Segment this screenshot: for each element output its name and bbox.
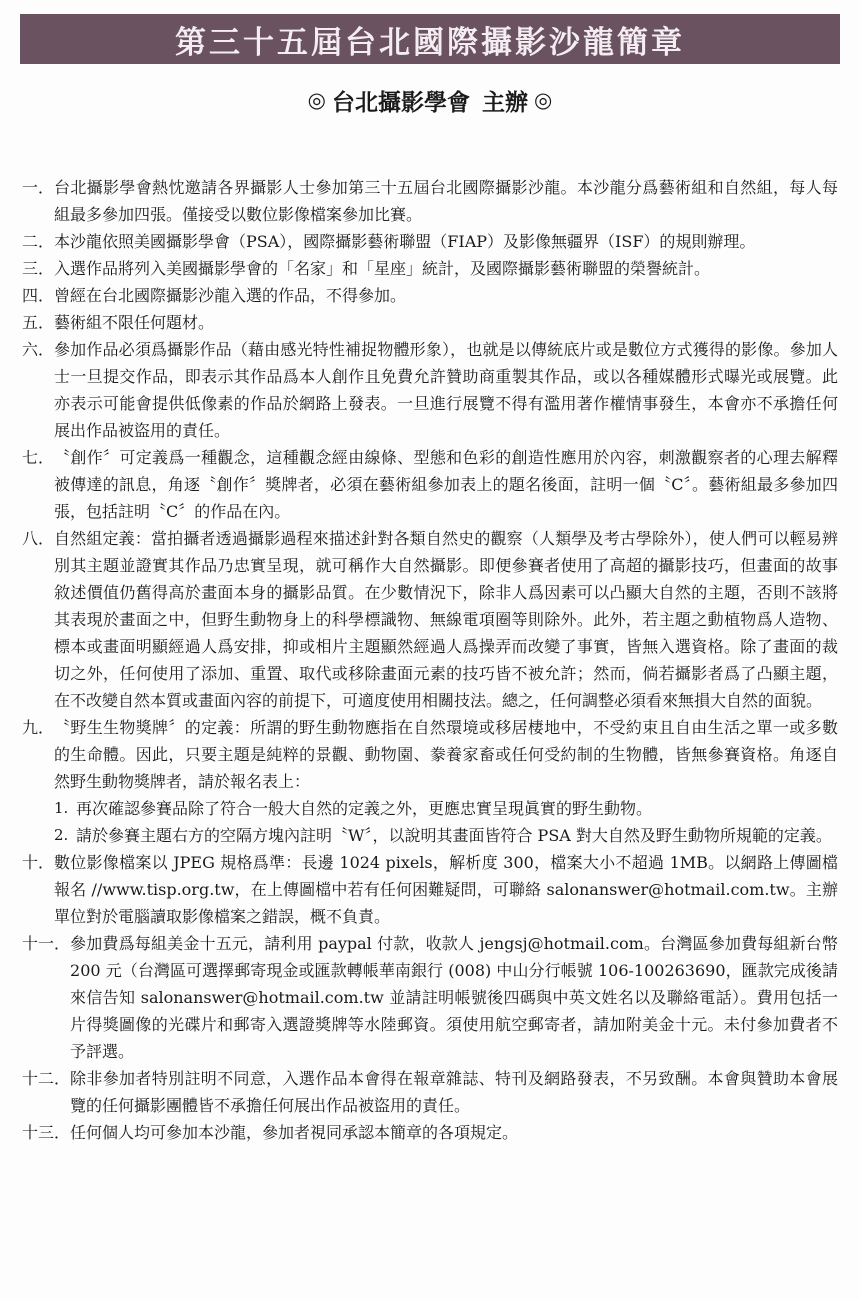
rule-number: 九． (22, 718, 55, 737)
rule-number: 十． (22, 853, 55, 872)
rule-text: 任何個人均可參加本沙龍，參加者視同承認本簡章的各項規定。 (70, 1123, 519, 1142)
rule-number: 八． (22, 529, 55, 548)
rule-text: 數位影像檔案以 JPEG 規格爲準：長邊 1024 pixels，解析度 300，檔案大小不超過 1MB。以網路上傳圖檔報名 //www.tisp.org.tw，在上傳圖檔中若有任何困難疑問，可聯絡 salonanswer@hotmail.com.tw。主辦單位對於電腦讀取影像檔案之錯誤，概不負責。 (54, 853, 838, 926)
rule-body (54, 309, 838, 336)
rule-body (54, 336, 838, 444)
double-circle-icon-right: ◎ (534, 88, 553, 112)
rule-item (22, 525, 838, 714)
rule-body (54, 849, 838, 930)
rule-body (54, 714, 838, 849)
rule-item (22, 309, 838, 336)
rule-text: 參加費爲每組美金十五元，請利用 paypal 付款，收款人 jengsj@hotmail.com。台灣區參加費每組新台幣 200 元（台灣區可選擇郵寄現金或匯款轉帳華南銀行 (008) 中山分行帳號 106-100263690，匯款完成後請來信告知 salonanswer@hotmail.com.tw 並請註明帳號後四碼與中英文姓名以及聯絡電話）。費用包括一片得獎圖像的光碟片和郵寄入選證獎牌等水陸郵資。須使用航空郵寄者，請加附美金十元。未付參加費者不予評選。 (70, 934, 838, 1061)
sub-rule-number: 1. (54, 799, 69, 817)
rule-text: 曾經在台北國際攝影沙龍入選的作品，不得參加。 (54, 286, 407, 305)
rule-body (70, 930, 838, 1065)
rule-text: 台北攝影學會熱忱邀請各界攝影人士參加第三十五屆台北國際攝影沙龍。本沙龍分爲藝術組和自然組，每人每組最多參加四張。僅接受以數位影像檔案參加比賽。 (54, 178, 838, 224)
sub-rule-text: 再次確認參賽品除了符合一般大自然的定義之外，更應忠實呈現眞實的野生動物。 (76, 799, 653, 818)
rule-item (22, 1119, 838, 1146)
rule-item (22, 1065, 838, 1119)
rules-list (22, 174, 838, 1146)
rule-body (54, 255, 838, 282)
rule-item (22, 336, 838, 444)
rule-text: 入選作品將列入美國攝影學會的「名家」和「星座」統計，及國際攝影藝術聯盟的榮譽統計。 (54, 259, 711, 278)
rule-body (54, 525, 838, 714)
rule-text: 自然組定義：當拍攝者透過攝影過程來描述針對各類自然史的觀察（人類學及考古學除外），使人們可以輕易辨別其主題並證實其作品乃忠實呈現，就可稱作大自然攝影。即便參賽者使用了高超的攝影技巧，但畫面的故事敘述價值仍舊得高於畫面本身的攝影品質。在少數情況下，除非人爲因素可以凸顯大自然的主題，否則不該將其表現於畫面之中，但野生動物身上的科學標識物、無線電項圈等則除外。此外，若主題之動植物爲人造物、標本或畫面明顯經過人爲安排，抑或相片主題顯然經過人爲操弄而改變了事實，皆無入選資格。除了畫面的裁切之外，任何使用了添加、重置、取代或移除畫面元素的技巧皆不被允許；然而，倘若攝影者爲了凸顯主題，在不改變自然本質或畫面內容的前提下，可適度使用相關技法。總之，任何調整必須看來無損大自然的面貌。 (54, 529, 838, 710)
title-banner (20, 14, 840, 64)
rule-number: 七． (22, 448, 55, 467)
rule-number: 六． (22, 340, 55, 359)
rule-number: 二． (22, 232, 55, 251)
rule-text: 〝創作〞可定義爲一種觀念，這種觀念經由線條、型態和色彩的創造性應用於內容，刺激觀察者的心理去解釋被傳達的訊息，角逐〝創作〞獎牌者，必須在藝術組參加表上的題名後面，註明一個〝C〞。藝術組最多參加四張，包括註明〝C〞的作品在內。 (54, 448, 838, 521)
rule-number: 十三． (22, 1123, 71, 1142)
rule-item (22, 714, 838, 849)
document-title: 第三十五屆台北國際攝影沙龍簡章 (175, 24, 685, 61)
rule-item (22, 255, 838, 282)
rule-text: 除非參加者特別註明不同意，入選作品本會得在報章雜誌、特刊及網路發表，不另致酬。本會與贊助本會展覽的任何攝影團體皆不承擔任何展出作品被盜用的責任。 (70, 1069, 838, 1115)
organizer-line (0, 80, 860, 120)
organizer-name: 台北攝影學會 (332, 89, 470, 116)
rule-item (22, 228, 838, 255)
organizer-role: 主辦 (482, 89, 528, 116)
rule-item (22, 849, 838, 930)
rule-item (22, 444, 838, 525)
rule-item (22, 930, 838, 1065)
rule-number: 三． (22, 259, 55, 278)
sub-rule-text: 請於參賽主題右方的空隔方塊內註明〝W〞，以說明其畫面皆符合 PSA 對大自然及野生動物所規範的定義。 (76, 826, 832, 845)
rule-number: 十一． (22, 934, 71, 953)
sub-rule-number: 2. (54, 826, 69, 844)
double-circle-icon-left: ◎ (307, 88, 326, 112)
rule-item (22, 282, 838, 309)
rule-body (54, 228, 838, 255)
rule-body (54, 174, 838, 228)
rule-body (54, 444, 838, 525)
rule-body (70, 1065, 838, 1119)
rule-number: 五． (22, 313, 55, 332)
rule-number: 一． (22, 178, 55, 197)
rule-text: 藝術組不限任何題材。 (54, 313, 215, 332)
sub-rule-item (54, 822, 838, 849)
rule-text: 本沙龍依照美國攝影學會（PSA），國際攝影藝術聯盟（FIAP）及影像無疆界（ISF）的規則辦理。 (54, 232, 756, 251)
rule-text: 參加作品必須爲攝影作品（藉由感光特性補捉物體形象），也就是以傳統底片或是數位方式獲得的影像。參加人士一旦提交作品，即表示其作品爲本人創作且免費允許贊助商重製其作品，或以各種媒體形式曝光或展覽。此亦表示可能會提供低像素的作品於網路上發表。一旦進行展覽不得有濫用著作權情事發生，本會亦不承擔任何展出作品被盜用的責任。 (54, 340, 838, 440)
rule-body (54, 282, 838, 309)
sub-rule-item (54, 795, 838, 822)
rule-text: 〝野生生物獎牌〞的定義：所謂的野生動物應指在自然環境或移居棲地中，不受約束且自由生活之單一或多數的生命體。因此，只要主題是純粹的景觀、動物園、豢養家畜或任何受約制的生物體，皆無參賽資格。角逐自然野生動物獎牌者，請於報名表上： (54, 718, 838, 791)
rule-number: 四． (22, 286, 55, 305)
rule-number: 十二． (22, 1069, 71, 1088)
rule-body (70, 1119, 838, 1146)
rule-item (22, 174, 838, 228)
